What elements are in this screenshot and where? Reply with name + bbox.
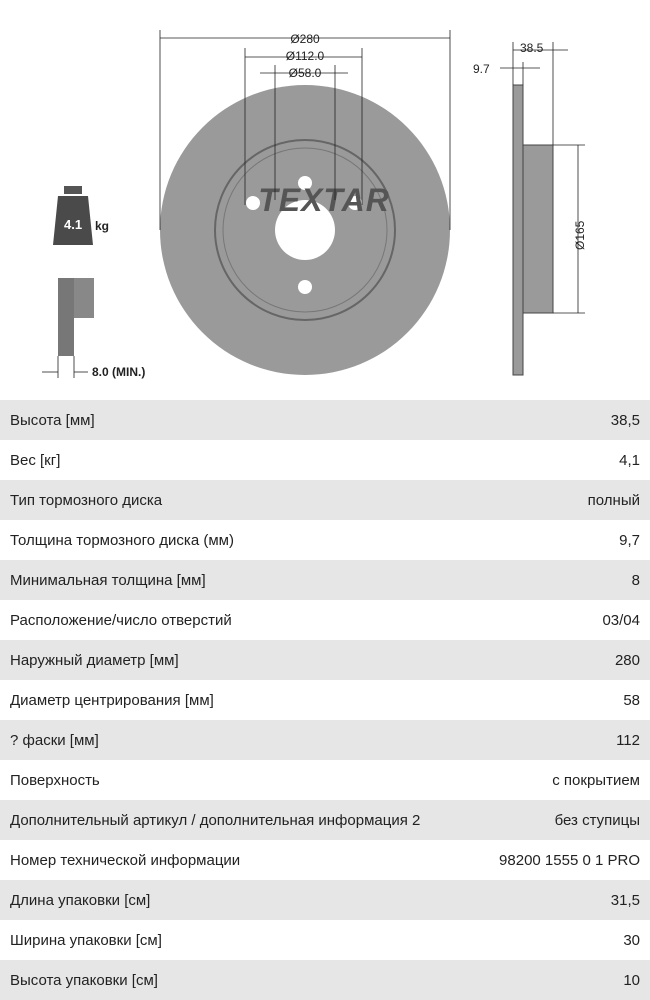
spec-label: Дополнительный артикул / дополнительная информация 2 [10, 811, 421, 829]
spec-label: Номер технической информации [10, 851, 241, 869]
brand-logo: TEXTAR [258, 182, 390, 218]
spec-value: 10 [623, 971, 640, 989]
spec-row [0, 400, 650, 440]
spec-value: 280 [614, 651, 640, 669]
min-thickness-section [42, 278, 94, 378]
spec-value: с покрытием [552, 771, 640, 789]
dim-hat-diameter: Ø165 [573, 220, 587, 250]
spec-label: Высота упаковки [см] [10, 971, 158, 989]
brake-disc-front [160, 85, 450, 375]
spec-value: 112 [616, 731, 640, 749]
spec-label: Толщина тормозного диска (мм) [10, 531, 234, 549]
spec-row [0, 840, 650, 880]
spec-row [0, 720, 650, 760]
spec-table [0, 400, 650, 1000]
spec-row [0, 760, 650, 800]
spec-label: Минимальная толщина [мм] [10, 571, 206, 589]
spec-label: Диаметр центрирования [мм] [10, 691, 214, 709]
weight-value: 4.1 [64, 217, 83, 232]
spec-value: 98200 1555 0 1 PRO [499, 851, 640, 869]
spec-row [0, 680, 650, 720]
spec-label: Длина упаковки [см] [10, 891, 151, 909]
spec-row [0, 960, 650, 1000]
spec-row [0, 520, 650, 560]
spec-row [0, 640, 650, 680]
spec-label: Наружный диаметр [мм] [10, 651, 179, 669]
dim-bolt-circle: Ø112.0 [285, 49, 325, 63]
brake-disc-side [513, 85, 553, 375]
spec-value: 38,5 [610, 411, 640, 429]
dim-center-bore: Ø58.0 [288, 66, 322, 80]
spec-row [0, 800, 650, 840]
spec-row [0, 880, 650, 920]
spec-value: 58 [623, 691, 640, 709]
spec-label: Высота [мм] [10, 411, 95, 429]
spec-value: 03/04 [602, 611, 640, 629]
spec-value: 4,1 [619, 451, 640, 469]
spec-row [0, 440, 650, 480]
dim-height: 38.5 [520, 41, 544, 55]
technical-drawing [0, 0, 650, 400]
spec-value: без ступицы [554, 811, 640, 829]
spec-value: 30 [623, 931, 640, 949]
dim-outer-diameter: Ø280 [290, 32, 320, 46]
spec-row [0, 560, 650, 600]
spec-value: 31,5 [610, 891, 640, 909]
weight-icon [53, 186, 93, 245]
spec-value: 9,7 [619, 531, 640, 549]
weight-unit: kg [95, 219, 110, 233]
spec-row [0, 480, 650, 520]
spec-label: Расположение/число отверстий [10, 611, 232, 629]
spec-row [0, 920, 650, 960]
spec-label: Ширина упаковки [см] [10, 931, 162, 949]
spec-label: Поверхность [10, 771, 100, 789]
spec-label: ? фаски [мм] [10, 731, 99, 749]
spec-label: Тип тормозного диска [10, 491, 163, 509]
spec-value: полный [587, 491, 640, 509]
spec-label: Вес [кг] [10, 451, 61, 469]
spec-value: 8 [631, 571, 640, 589]
spec-row [0, 600, 650, 640]
dim-thickness: 9.7 [473, 62, 490, 76]
min-thickness-label: 8.0 (MIN.) [92, 365, 146, 379]
